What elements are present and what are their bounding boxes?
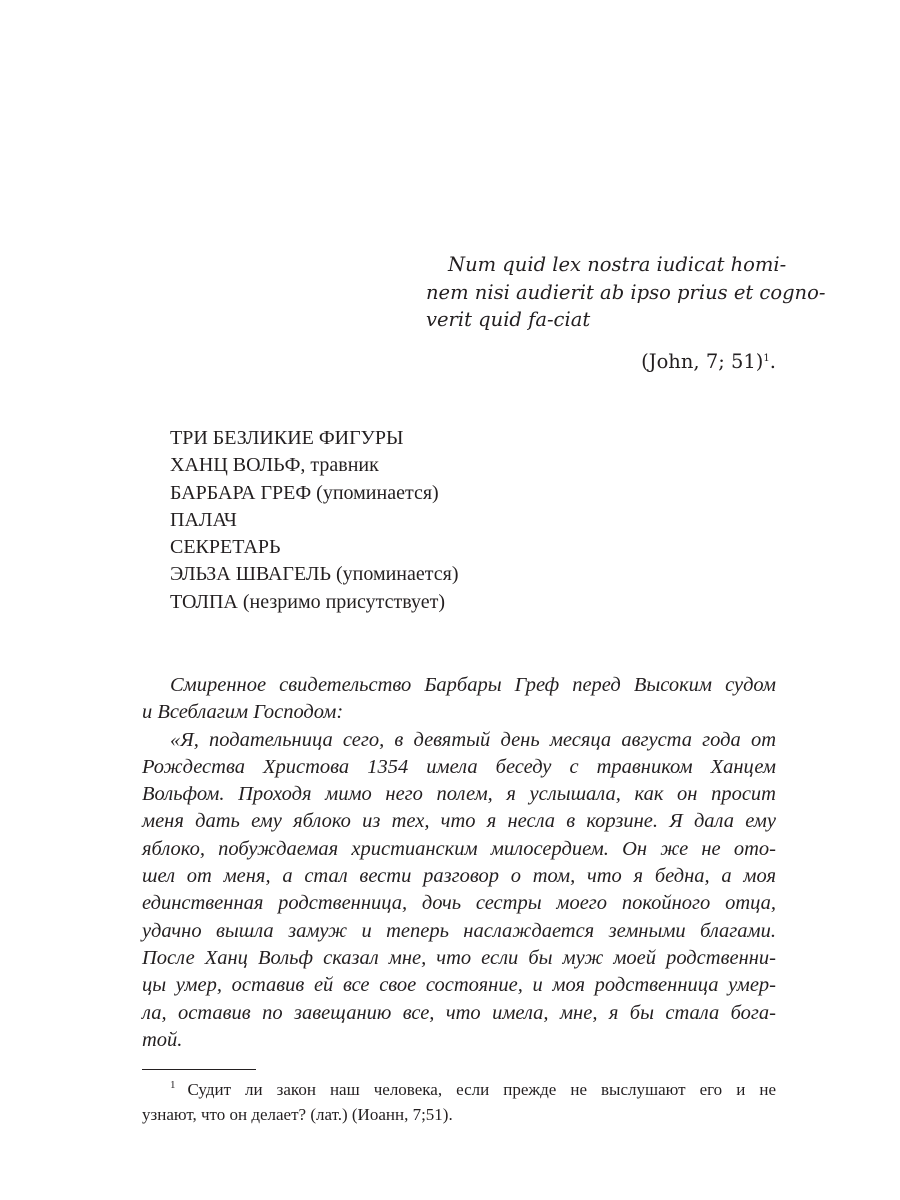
cast-item: ТОЛПА (незримо присутствует) — [170, 590, 445, 613]
footnote-text: Судит ли закон наш человека, если прежде не выслушают его и не — [187, 1080, 776, 1099]
cast-item: СЕКРЕТАРЬ — [170, 536, 281, 559]
footnote-mark: 1 — [170, 1079, 176, 1091]
body-line: меня дать ему яблоко из тех, что я несла в корзине. Я дала ему — [142, 810, 776, 833]
body-line: единственная родственница, дочь сестры моего покойного отца, — [142, 892, 776, 915]
body-line: той. — [142, 1028, 183, 1051]
epigraph-source-text: (John, 7; 51) — [641, 350, 764, 373]
epigraph-line: Num quid lex nostra iudicat homi- — [448, 253, 787, 276]
footnote-line: узнают, что он делает? (лат.) (Иоанн, 7;51). — [142, 1105, 453, 1124]
footnote-reference[interactable]: 1 — [763, 353, 770, 364]
epigraph-source-period: . — [769, 350, 776, 373]
cast-item: ТРИ БЕЗЛИКИЕ ФИГУРЫ — [170, 427, 404, 449]
cast-item: ЭЛЬЗА ШВАГЕЛЬ (упоминается) — [170, 563, 459, 586]
epigraph — [426, 251, 826, 334]
footnote-line — [142, 1073, 776, 1102]
body-line: После Ханц Вольф сказал мне, что если бы муж моей родственни- — [142, 946, 776, 969]
epigraph-line: verit quid fa-ciat — [426, 308, 591, 331]
body-line: Смиренное свидетельство Барбары Греф перед Высоким судом — [170, 674, 776, 696]
body-line: удачно вышла замуж и теперь наслаждается земными благами. — [142, 919, 776, 942]
body-line: Вольфом. Проходя мимо него полем, я услышала, как он просит — [142, 783, 776, 806]
cast-item: БАРБАРА ГРЕФ (упоминается) — [170, 481, 439, 504]
footnote — [142, 1073, 776, 1127]
cast-list — [170, 425, 458, 616]
body-line: яблоко, побуждаемая христианским милосердием. Он же не ото- — [142, 837, 776, 860]
epigraph-source — [426, 345, 776, 375]
body-line: шел от меня, а стал вести разговор о том, что я бедна, а моя — [142, 865, 776, 888]
cast-item: ПАЛАЧ — [170, 508, 237, 531]
body-line: Рождества Христова 1354 имела беседу с травником Ханцем — [142, 755, 776, 778]
body-line: цы умер, оставив ей все свое состояние, и моя родственница умер- — [142, 974, 776, 997]
body-line: ла, оставив по завещанию все, что имела, мне, я бы стала бога- — [142, 1001, 776, 1024]
footnote-divider — [142, 1069, 256, 1070]
body-line: и Всеблагим Господом: — [142, 701, 344, 724]
cast-item: ХАНЦ ВОЛЬФ, травник — [170, 454, 379, 477]
body-paragraphs — [142, 672, 776, 1054]
body-line: «Я, подательница сего, в девятый день месяца августа года от — [170, 728, 776, 751]
epigraph-line: nem nisi audierit ab ipso prius et cogno- — [426, 280, 826, 304]
